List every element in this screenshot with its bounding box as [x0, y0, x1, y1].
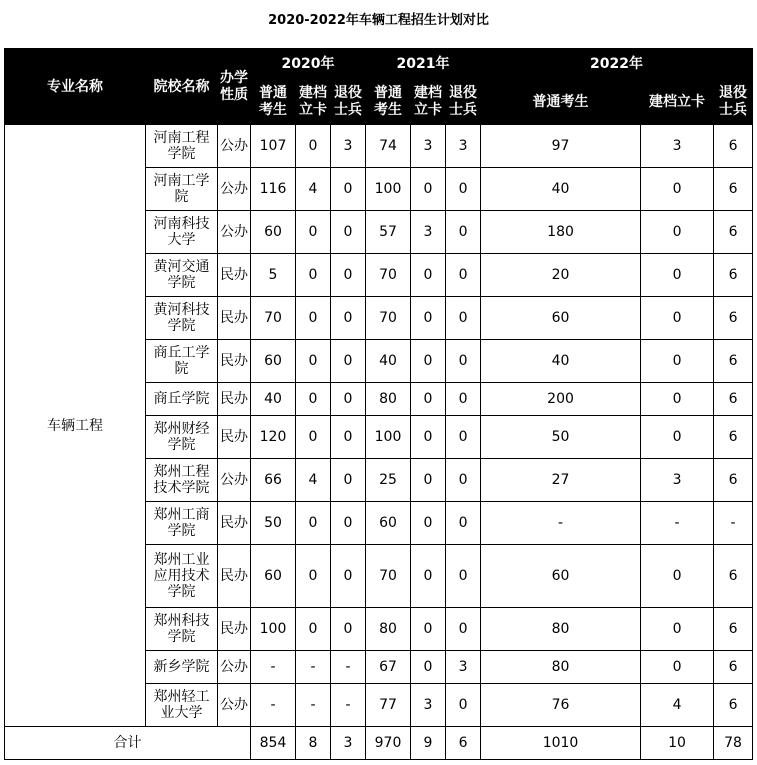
- value-cell: 3: [411, 684, 446, 727]
- school-name: 郑州财经 学院: [146, 416, 218, 459]
- header-2021-regular: 普通 考生: [366, 80, 411, 125]
- page-title: 2020-2022年车辆工程招生计划对比: [268, 13, 489, 28]
- value-cell: 3: [331, 125, 366, 168]
- header-2021-veteran: 退役 士兵: [446, 80, 481, 125]
- total-cell: 78: [714, 727, 753, 760]
- value-cell: 0: [331, 297, 366, 340]
- value-cell: 6: [714, 684, 753, 727]
- value-cell: 4: [296, 168, 331, 211]
- value-cell: 6: [714, 459, 753, 502]
- table-body: [5, 125, 753, 727]
- value-cell: 0: [641, 297, 714, 340]
- school-nature: 公办: [218, 211, 251, 254]
- value-cell: 57: [366, 211, 411, 254]
- value-cell: 70: [366, 254, 411, 297]
- table-row: [5, 125, 753, 168]
- value-cell: 3: [641, 125, 714, 168]
- value-cell: 0: [411, 297, 446, 340]
- value-cell: 80: [366, 383, 411, 416]
- school-nature: 民办: [218, 254, 251, 297]
- school-name: 郑州工业 应用技术 学院: [146, 545, 218, 608]
- school-nature: 民办: [218, 502, 251, 545]
- value-cell: 0: [446, 545, 481, 608]
- value-cell: 0: [446, 416, 481, 459]
- school-name: 黄河交通 学院: [146, 254, 218, 297]
- school-nature: 民办: [218, 545, 251, 608]
- value-cell: 5: [251, 254, 296, 297]
- header-2021-archived: 建档 立卡: [411, 80, 446, 125]
- value-cell: 80: [481, 608, 641, 651]
- value-cell: 66: [251, 459, 296, 502]
- value-cell: 4: [641, 684, 714, 727]
- value-cell: 0: [296, 211, 331, 254]
- value-cell: 50: [251, 502, 296, 545]
- value-cell: 3: [446, 125, 481, 168]
- value-cell: 6: [714, 297, 753, 340]
- value-cell: 0: [411, 459, 446, 502]
- school-nature: 公办: [218, 684, 251, 727]
- value-cell: 0: [446, 684, 481, 727]
- value-cell: 6: [714, 416, 753, 459]
- value-cell: 0: [446, 168, 481, 211]
- total-cell: 970: [366, 727, 411, 760]
- value-cell: 0: [331, 416, 366, 459]
- value-cell: 50: [481, 416, 641, 459]
- total-label: 合计: [5, 727, 251, 760]
- value-cell: -: [251, 651, 296, 684]
- value-cell: 27: [481, 459, 641, 502]
- header-2022-regular: 普通考生: [481, 80, 641, 125]
- table-header: [5, 49, 753, 125]
- school-nature: 公办: [218, 459, 251, 502]
- value-cell: -: [331, 684, 366, 727]
- value-cell: 100: [366, 416, 411, 459]
- value-cell: 0: [296, 502, 331, 545]
- school-name: 河南工程 学院: [146, 125, 218, 168]
- school-name: 商丘工学 院: [146, 340, 218, 383]
- value-cell: 0: [296, 608, 331, 651]
- school-nature: 民办: [218, 416, 251, 459]
- value-cell: 6: [714, 545, 753, 608]
- value-cell: 3: [411, 211, 446, 254]
- school-name: 郑州科技 学院: [146, 608, 218, 651]
- value-cell: 0: [641, 608, 714, 651]
- value-cell: 0: [331, 545, 366, 608]
- value-cell: 0: [296, 340, 331, 383]
- value-cell: 0: [411, 545, 446, 608]
- header-year-2021: 2021年: [366, 49, 481, 80]
- value-cell: 74: [366, 125, 411, 168]
- value-cell: 0: [411, 651, 446, 684]
- value-cell: 0: [411, 254, 446, 297]
- value-cell: 60: [251, 545, 296, 608]
- value-cell: 0: [331, 168, 366, 211]
- school-name: 河南科技 大学: [146, 211, 218, 254]
- value-cell: 116: [251, 168, 296, 211]
- total-cell: 10: [641, 727, 714, 760]
- value-cell: 60: [251, 340, 296, 383]
- value-cell: 3: [641, 459, 714, 502]
- value-cell: -: [481, 502, 641, 545]
- value-cell: 0: [331, 383, 366, 416]
- value-cell: 0: [296, 416, 331, 459]
- school-nature: 公办: [218, 125, 251, 168]
- value-cell: 100: [251, 608, 296, 651]
- total-cell: 9: [411, 727, 446, 760]
- header-major: 专业名称: [5, 49, 146, 125]
- header-2020-regular: 普通 考生: [251, 80, 296, 125]
- school-name: 商丘学院: [146, 383, 218, 416]
- value-cell: 80: [366, 608, 411, 651]
- value-cell: 40: [251, 383, 296, 416]
- school-name: 黄河科技 学院: [146, 297, 218, 340]
- value-cell: -: [296, 684, 331, 727]
- value-cell: 40: [481, 340, 641, 383]
- enrollment-table: [4, 48, 753, 760]
- value-cell: 6: [714, 340, 753, 383]
- value-cell: 25: [366, 459, 411, 502]
- value-cell: 180: [481, 211, 641, 254]
- value-cell: 60: [251, 211, 296, 254]
- value-cell: 0: [641, 383, 714, 416]
- value-cell: 120: [251, 416, 296, 459]
- value-cell: 200: [481, 383, 641, 416]
- value-cell: 6: [714, 125, 753, 168]
- value-cell: 0: [446, 502, 481, 545]
- value-cell: 0: [641, 211, 714, 254]
- value-cell: 76: [481, 684, 641, 727]
- value-cell: 0: [331, 211, 366, 254]
- value-cell: 0: [331, 459, 366, 502]
- school-nature: 民办: [218, 297, 251, 340]
- value-cell: 67: [366, 651, 411, 684]
- value-cell: 100: [366, 168, 411, 211]
- value-cell: 6: [714, 651, 753, 684]
- value-cell: 107: [251, 125, 296, 168]
- value-cell: 0: [296, 383, 331, 416]
- value-cell: 77: [366, 684, 411, 727]
- school-name: 郑州轻工 业大学: [146, 684, 218, 727]
- header-year-2020: 2020年: [251, 49, 366, 80]
- school-nature: 民办: [218, 340, 251, 383]
- header-2020-veteran: 退役 士兵: [331, 80, 366, 125]
- value-cell: 60: [366, 502, 411, 545]
- value-cell: 0: [641, 254, 714, 297]
- header-2020-archived: 建档 立卡: [296, 80, 331, 125]
- value-cell: 0: [641, 340, 714, 383]
- value-cell: 0: [446, 211, 481, 254]
- value-cell: 0: [446, 340, 481, 383]
- total-cell: 854: [251, 727, 296, 760]
- school-nature: 公办: [218, 651, 251, 684]
- value-cell: 0: [296, 254, 331, 297]
- header-nature: 办学 性质: [218, 49, 251, 125]
- value-cell: -: [641, 502, 714, 545]
- table-footer: [5, 727, 753, 760]
- value-cell: 0: [411, 340, 446, 383]
- total-cell: 3: [331, 727, 366, 760]
- value-cell: 0: [331, 340, 366, 383]
- value-cell: 0: [641, 651, 714, 684]
- value-cell: 0: [411, 608, 446, 651]
- value-cell: 6: [714, 383, 753, 416]
- value-cell: 0: [411, 168, 446, 211]
- total-row: [5, 727, 753, 760]
- value-cell: 20: [481, 254, 641, 297]
- value-cell: 60: [481, 297, 641, 340]
- value-cell: 0: [641, 168, 714, 211]
- value-cell: 0: [411, 383, 446, 416]
- school-name: 新乡学院: [146, 651, 218, 684]
- value-cell: 0: [296, 297, 331, 340]
- value-cell: 70: [366, 545, 411, 608]
- value-cell: 0: [296, 125, 331, 168]
- header-school: 院校名称: [146, 49, 218, 125]
- total-cell: 1010: [481, 727, 641, 760]
- value-cell: 80: [481, 651, 641, 684]
- value-cell: 70: [366, 297, 411, 340]
- header-year-2022: 2022年: [481, 49, 753, 80]
- total-cell: 8: [296, 727, 331, 760]
- value-cell: 6: [714, 608, 753, 651]
- value-cell: 70: [251, 297, 296, 340]
- value-cell: 0: [411, 502, 446, 545]
- value-cell: 0: [331, 608, 366, 651]
- value-cell: 0: [446, 459, 481, 502]
- value-cell: -: [251, 684, 296, 727]
- header-2022-veteran: 退役 士兵: [714, 80, 753, 125]
- school-name: 河南工学 院: [146, 168, 218, 211]
- major-name: 车辆工程: [5, 125, 146, 727]
- value-cell: 0: [446, 254, 481, 297]
- value-cell: -: [331, 651, 366, 684]
- school-name: 郑州工程 技术学院: [146, 459, 218, 502]
- school-nature: 民办: [218, 608, 251, 651]
- value-cell: 97: [481, 125, 641, 168]
- value-cell: 0: [296, 545, 331, 608]
- value-cell: 6: [714, 168, 753, 211]
- value-cell: 3: [411, 125, 446, 168]
- header-2022-archived: 建档立卡: [641, 80, 714, 125]
- total-cell: 6: [446, 727, 481, 760]
- value-cell: 40: [481, 168, 641, 211]
- value-cell: 0: [446, 297, 481, 340]
- school-name: 郑州工商 学院: [146, 502, 218, 545]
- value-cell: 0: [446, 383, 481, 416]
- value-cell: 0: [411, 416, 446, 459]
- value-cell: 60: [481, 545, 641, 608]
- school-nature: 公办: [218, 168, 251, 211]
- value-cell: 0: [331, 502, 366, 545]
- value-cell: 4: [296, 459, 331, 502]
- value-cell: 0: [331, 254, 366, 297]
- value-cell: 3: [446, 651, 481, 684]
- value-cell: 40: [366, 340, 411, 383]
- value-cell: 0: [641, 545, 714, 608]
- value-cell: -: [296, 651, 331, 684]
- value-cell: 6: [714, 211, 753, 254]
- school-nature: 民办: [218, 383, 251, 416]
- value-cell: 0: [641, 416, 714, 459]
- value-cell: 0: [446, 608, 481, 651]
- value-cell: 6: [714, 254, 753, 297]
- value-cell: -: [714, 502, 753, 545]
